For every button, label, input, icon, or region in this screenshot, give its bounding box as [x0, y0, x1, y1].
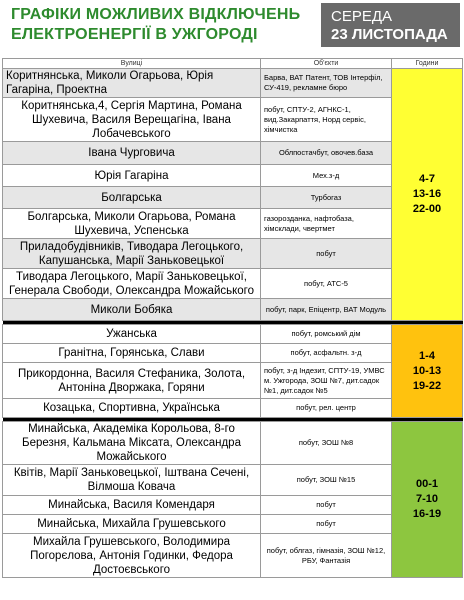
streets-cell: Коритнянська,4, Сергія Мартина, Романа Шухевича, Василя Верещагіна, Івана Лобачевського	[3, 98, 261, 142]
table-row	[3, 422, 463, 465]
schedule-table	[2, 58, 463, 578]
streets-cell: Михайла Грушевського, Володимира Погорєлова, Антонія Годинки, Федора Достоєвського	[3, 534, 261, 578]
hour-range: 13-16	[412, 188, 442, 200]
streets-cell: Минайська, Василя Комендаря	[3, 496, 261, 515]
objects-cell: побут, ромський дім	[261, 325, 392, 344]
objects-cell: газорозданка, нафтобаза, хімсклади, чвертмет	[261, 209, 392, 239]
streets-cell: Юрія Гагаріна	[3, 165, 261, 187]
schedule-group-1	[3, 69, 463, 321]
objects-cell: побут	[261, 496, 392, 515]
objects-cell: побут, з-д Індезит, СПТУ-19, УМВС м. Ужгорода, ЗОШ №7, дит.садок №1, дит.садок №5	[261, 363, 392, 399]
streets-cell: Коритнянська, Миколи Огарьова, Юрія Гагаріна, Проектна	[3, 69, 261, 98]
streets-cell: Приладобудівників, Тиводара Легоцького, Капушанська, Марії Заньковецької	[3, 239, 261, 269]
page-title-line1: ГРАФІКИ МОЖЛИВИХ ВІДКЛЮЧЕНЬ	[11, 6, 301, 23]
header	[0, 0, 464, 56]
streets-cell: Ужанська	[3, 325, 261, 344]
streets-cell: Минайська, Академіка Корольова, 8-го Березня, Кальмана Міксата, Олександра Можайського	[3, 422, 261, 465]
schedule-group-3	[3, 422, 463, 578]
hours-cell-group-2	[392, 325, 463, 418]
streets-cell: Болгарська	[3, 187, 261, 209]
date: 23 ЛИСТОПАДА	[331, 26, 448, 43]
objects-cell: побут	[261, 239, 392, 269]
objects-cell: побут, АТС-5	[261, 269, 392, 299]
table-header-row	[3, 59, 463, 69]
hour-range: 1-4	[419, 349, 435, 362]
column-header-streets: Вулиці	[3, 59, 261, 69]
objects-cell: побут, ЗОШ №8	[261, 422, 392, 465]
objects-cell: Барва, ВАТ Патент, ТОВ Інтерфіл, СУ-419, рекламне бюро	[261, 69, 392, 98]
objects-cell: побут, СПТУ-2, АГНКС-1, вид.Закарпаття, Норд сервіс, хімчистка	[261, 98, 392, 142]
hour-range: 16-19	[412, 508, 442, 520]
column-header-hours: Години	[392, 59, 463, 69]
hour-range: 19-22	[412, 379, 442, 392]
objects-cell: побут	[261, 515, 392, 534]
streets-cell: Івана Чурговича	[3, 142, 261, 165]
column-header-objects: Об'єкти	[261, 59, 392, 69]
streets-cell: Прикордонна, Василя Стефаника, Золота, Антоніна Дворжака, Горяни	[3, 363, 261, 399]
streets-cell: Болгарська, Миколи Огарьова, Романа Шухевича, Успенська	[3, 209, 261, 239]
objects-cell: Облпостачбут, овочев.база	[261, 142, 392, 165]
objects-cell: побут, парк, Епіцентр, ВАТ Модуль	[261, 299, 392, 321]
streets-cell: Квітів, Марії Заньковецької, Іштвана Сечені, Вілмоша Ковача	[3, 465, 261, 496]
weekday: СЕРЕДА	[331, 8, 393, 25]
objects-cell: побут, облгаз, гімназія, ЗОШ №12, РБУ, Фантазія	[261, 534, 392, 578]
streets-cell: Гранітна, Горянська, Слави	[3, 344, 261, 363]
objects-cell: Мех.з-д	[261, 165, 392, 187]
streets-cell: Козацька, Спортивна, Українська	[3, 399, 261, 418]
hours-cell-group-3	[392, 422, 463, 578]
hour-range: 4-7	[419, 173, 435, 185]
streets-cell: Тиводара Легоцького, Марії Заньковецької, Генерала Свободи, Олександра Можайського	[3, 269, 261, 299]
hour-range: 00-1	[415, 478, 439, 490]
date-box	[321, 3, 460, 47]
hour-range: 7-10	[415, 493, 439, 505]
objects-cell: Турбогаз	[261, 187, 392, 209]
hours-cell-group-1	[392, 69, 463, 321]
hour-range: 10-13	[412, 364, 442, 377]
table-row	[3, 69, 463, 98]
schedule-group-2	[3, 325, 463, 418]
objects-cell: побут, рел. центр	[261, 399, 392, 418]
table-row	[3, 325, 463, 344]
objects-cell: побут, асфальтн. з-д	[261, 344, 392, 363]
page-title	[11, 5, 311, 45]
streets-cell: Миколи Бобяка	[3, 299, 261, 321]
page-title-line2: ЕЛЕКТРОЕНЕРГІЇ В УЖГОРОДІ	[11, 26, 258, 43]
hour-range: 22-00	[412, 203, 442, 215]
objects-cell: побут, ЗОШ №15	[261, 465, 392, 496]
streets-cell: Минайська, Михайла Грушевського	[3, 515, 261, 534]
